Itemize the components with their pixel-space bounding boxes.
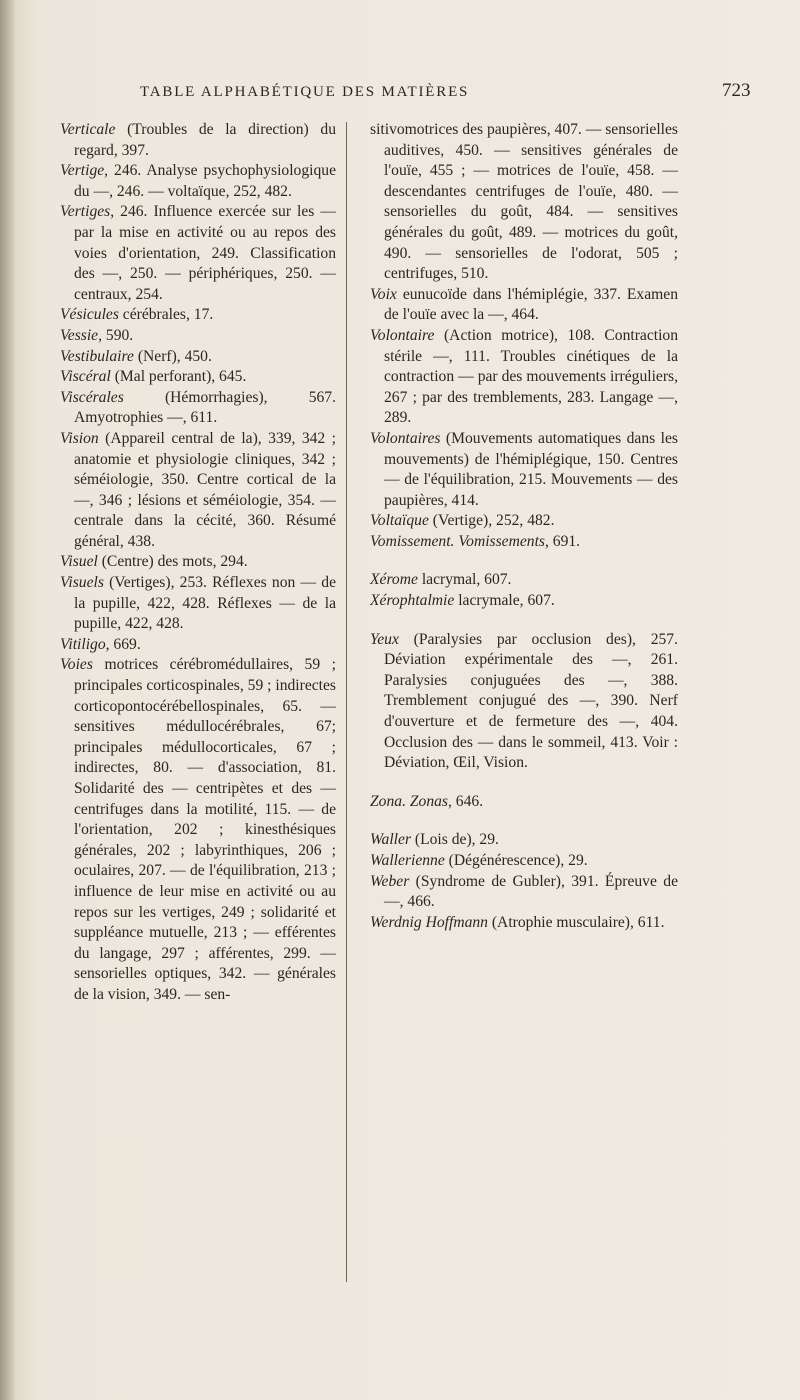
index-term: Vertige [60, 162, 105, 180]
index-references: (Syndrome de Gubler), 391. Épreuve de —, 466. [384, 872, 678, 911]
index-entry [60, 367, 336, 388]
index-term: Xérophtalmie [370, 592, 455, 610]
index-references: (Centre) des mots, 294. [97, 553, 248, 571]
index-entry [370, 120, 678, 285]
index-entry [370, 511, 678, 532]
index-term: Wallerienne [370, 852, 445, 869]
index-term: Vessie [60, 326, 99, 344]
index-entry [370, 570, 678, 591]
index-references: (Mouvements automatiques dans les mouvements) de l'hémiplégique, 150. Centres — de l'équilibration, 215. Mouvements — des paupières, 414. [384, 429, 678, 509]
index-references: (Lois de), 29. [411, 831, 499, 849]
index-term: Voix [370, 285, 397, 303]
index-entry [370, 326, 678, 429]
page-number: 723 [722, 80, 751, 101]
index-references: (Paralysies par occlusion des), 257. Déviation expérimentale des —, 261. Paralysies conjuguées des —, 388. Tremblement conjugué des —, 390. Nerf d'ouverture et de fermeture des —, 404. Occlusion des — dans le sommeil, 413. Voir : Déviation, Œil, Vision. [384, 630, 678, 772]
index-term: Voltaïque [370, 512, 429, 530]
index-references: , 646. [448, 792, 484, 810]
index-entry [60, 388, 336, 429]
index-entry [370, 830, 678, 851]
index-entry [370, 851, 678, 872]
running-title: TABLE ALPHABÉTIQUE DES MATIÈRES [140, 84, 470, 100]
index-references: , 246. Analyse psychophysiologique du —, 246. — voltaïque, 252, 482. [74, 162, 336, 200]
index-references: (Dégénérescence), 29. [444, 852, 588, 869]
index-column-right [370, 120, 678, 933]
index-entry [370, 630, 678, 774]
index-references: (Atrophie musculaire), 611. [487, 913, 665, 931]
page-binding-edge [0, 0, 16, 1400]
index-entry [370, 872, 678, 913]
index-references: eunucoïde dans l'hémiplégie, 337. Examen de l'ouïe avec la —, 464. [384, 285, 678, 324]
index-term: Verticale [60, 121, 116, 138]
index-column-left [60, 120, 336, 1006]
index-term: Vision [60, 429, 99, 447]
index-references: cérébrales, 17. [118, 306, 214, 324]
index-references: , 669. [105, 635, 141, 653]
index-entry [60, 573, 336, 635]
index-entry [60, 552, 336, 573]
index-references: (Vertige), 252, 482. [428, 512, 555, 530]
index-term: Visuel [60, 553, 98, 571]
index-term: Vestibulaire [60, 347, 134, 365]
index-term: Vomissement. Vomissements [370, 532, 545, 550]
index-references: , 590. [98, 326, 134, 344]
index-term: Werdnig Hoffmann [370, 913, 488, 931]
index-entry [60, 161, 336, 202]
index-references: , 691. [544, 532, 581, 550]
index-references: lacrymal, 607. [417, 571, 512, 589]
index-references: lacrymale, 607. [454, 592, 555, 610]
column-divider [346, 122, 347, 1282]
index-term: Weber [370, 872, 410, 890]
index-term: Waller [370, 831, 412, 849]
index-term: Voies [60, 656, 93, 674]
index-entry [60, 635, 336, 656]
index-entry [370, 429, 678, 511]
index-entry [370, 913, 678, 934]
index-entry [60, 655, 336, 1005]
index-entry [370, 792, 678, 813]
index-term: Vertiges [60, 203, 111, 221]
index-term: Xérome [370, 571, 418, 589]
index-references: (Troubles de la direction) du regard, 397. [74, 121, 336, 159]
index-term: Vésicules [60, 306, 119, 324]
index-entry [60, 202, 336, 305]
index-term: Viscéral [60, 368, 111, 386]
index-entry [370, 285, 678, 326]
index-references: (Vertiges), 253. Réflexes non — de la pupille, 422, 428. Réflexes — de la pupille, 422, 428. [74, 574, 336, 633]
index-term: Vitiligo [60, 635, 106, 653]
index-references: motrices cérébromédullaires, 59 ; principales corticospinales, 59 ; indirectes corticopontocérébellospinales, 65. — sensitives médullocérébrales, 67; principales médullocorticales, 67 ; indirectes, 80. — d'association, 81. Solidarité des — centripètes et des — centrifuges dans la motilité, 115. — de l'orientation, 202 ; kinesthésiques générales, 202 ; labyrinthiques, 206 ; oculaires, 207. — de l'équilibration, 213 ; influence de leur mise en activité ou au repos sur les vertiges, 249 ; solidarité et suppléance mutuelle, 213 ; — efférentes du langage, 297 ; afférentes, 299. — sensorielles optiques, 342. — générales de la vision, 349. — sen- [74, 656, 336, 1003]
index-references: , 246. Influence exercée sur les — par la mise en activité ou au repos des voies d'orientation, 249. Classification des —, 250. — périphériques, 250. — centraux, 254. [74, 203, 336, 303]
index-references: (Appareil central de la), 339, 342 ; anatomie et physiologie cliniques, 342 ; séméiologie, 350. Centre cortical de la —, 346 ; lésions et séméiologie, 354. — centrale dans la cécité, 360. Résumé général, 438. [74, 429, 336, 550]
index-entry [60, 347, 336, 368]
index-entry [60, 120, 336, 161]
index-entry [370, 591, 678, 612]
index-entry [60, 429, 336, 553]
index-references: (Hémorrhagies), 567. Amyotrophies —, 611. [74, 388, 336, 427]
index-term: Viscérales [60, 388, 124, 406]
index-entry [60, 326, 336, 347]
index-entry [60, 305, 336, 326]
index-term: Yeux [370, 630, 399, 648]
index-entry [370, 532, 678, 553]
index-term: Zona. Zonas [370, 792, 448, 810]
index-references: (Nerf), 450. [133, 347, 212, 365]
index-term: Visuels [60, 574, 104, 592]
index-references: (Mal perforant), 645. [110, 368, 247, 386]
index-references: (Action motrice), 108. Contraction stérile —, 111. Troubles cinétiques de la contraction — par des mouvements irréguliers, 267 ; par des tremblements, 283. Langage —, 289. [384, 326, 678, 427]
index-references: sitivomotrices des paupières, 407. — sensorielles auditives, 450. — sensitives générales de l'ouïe, 455 ; — motrices de l'ouïe, 458. — descendantes centrifuges de l'ouïe, 480. — sensorielles du goût, 484. — sensitives générales du goût, 489. — motrices du goût, 490. — sensorielles de l'odorat, 505 ; centrifuges, 510. [370, 121, 678, 283]
index-term: Volontaires [370, 429, 441, 447]
index-term: Volontaire [370, 326, 435, 344]
